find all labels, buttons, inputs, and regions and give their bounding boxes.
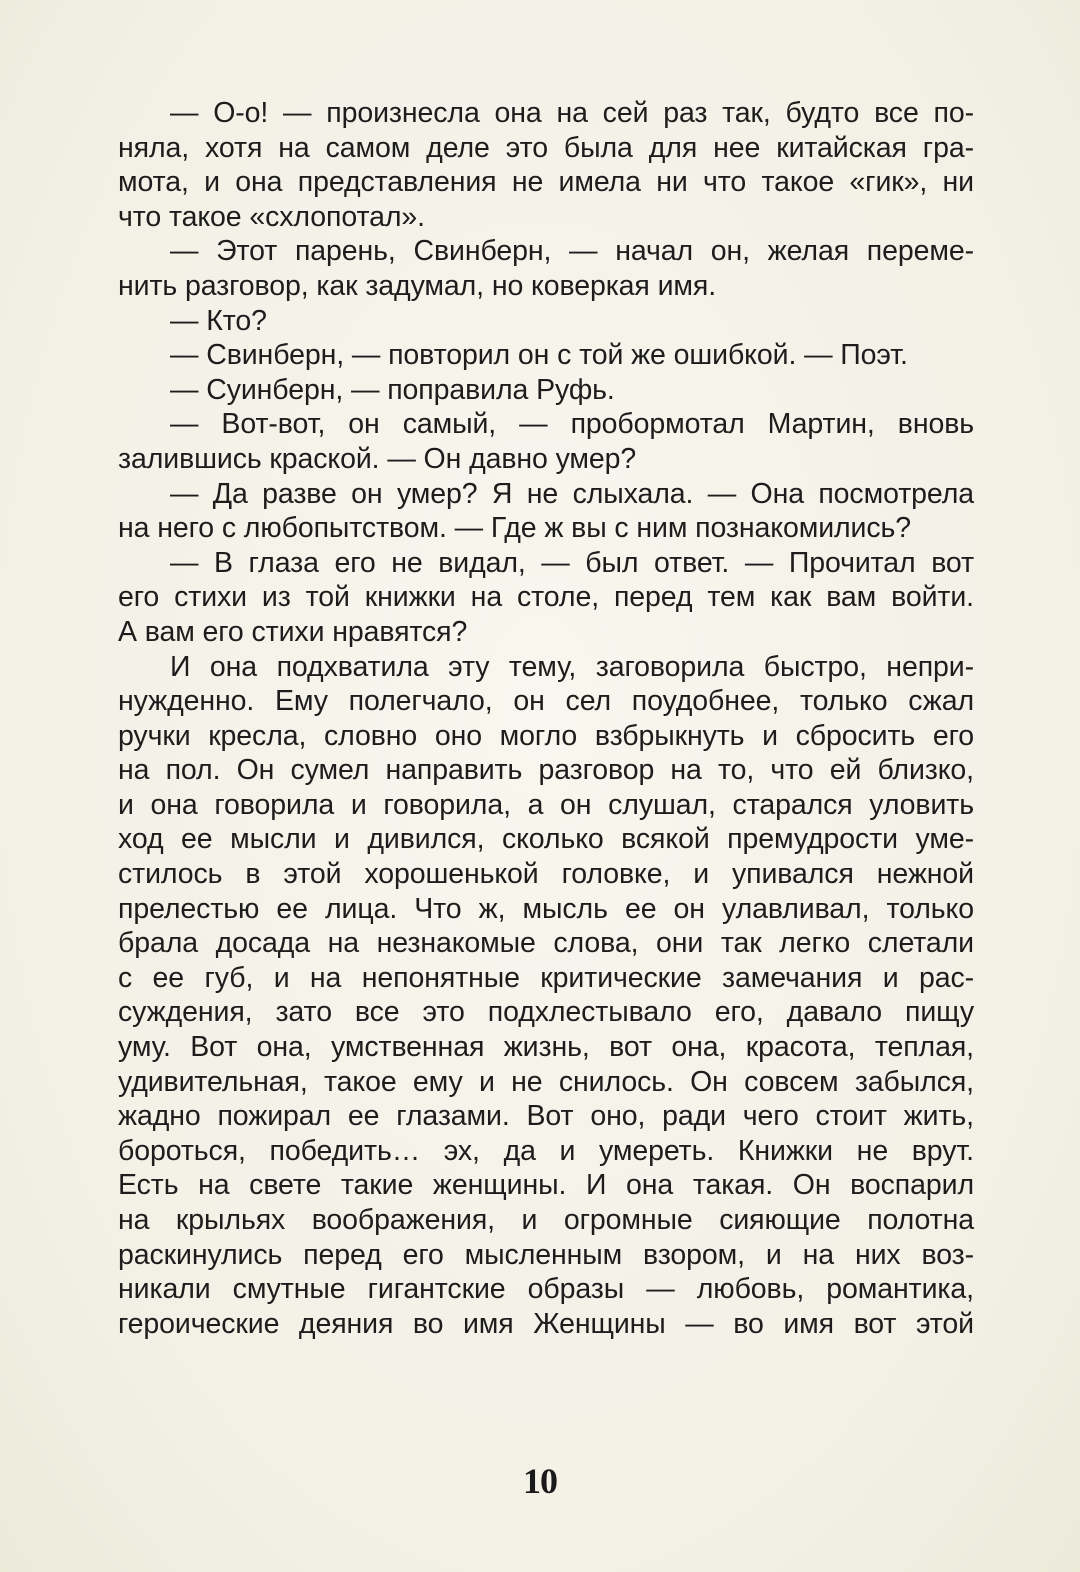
text-line: няла, хотя на самом деле это была для нее китайская гра- <box>118 131 974 164</box>
page-number: 10 <box>523 1461 557 1501</box>
text-line: на крыльях воображения, и огромные сияющие полотна <box>118 1204 974 1236</box>
text-line: нужденно. Ему полегчало, он сел поудобнее, только сжал <box>118 685 974 718</box>
text-line: — В глаза его не видал, — был ответ. — Прочитал вот <box>170 546 974 579</box>
text-line: залившись краской. — Он давно умер? <box>118 442 637 475</box>
text-line: его стихи из той книжки на столе, перед тем как вам войти. <box>118 581 974 614</box>
text-line: А вам его стихи нравятся? <box>118 615 468 648</box>
text-line: суждения, зато все это подхлестывало его, давало пищу <box>118 996 974 1029</box>
text-line: стилось в этой хорошенькой головке, и упивался нежной <box>118 858 974 891</box>
text-line: ход ее мысли и дивился, сколько всякой премудрости уме- <box>118 823 974 856</box>
text-line: на пол. Он сумел направить разговор на то, что ей близко, <box>118 754 974 787</box>
text-line: с ее губ, и на непонятные критические замечания и рас- <box>118 961 974 994</box>
text-line: раскинулись перед его мысленным взором, и на них воз- <box>118 1238 974 1271</box>
text-line: что такое «схлопотал». <box>118 200 425 233</box>
text-line: ручки кресла, словно оно могло взбрыкнуть и сбросить его <box>118 719 974 752</box>
text-line: — О-о! — произнесла она на сей раз так, будто все по- <box>170 97 974 129</box>
text-line: И она подхватила эту тему, заговорила быстро, непри- <box>170 650 974 683</box>
text-line: мота, и она представления не имела ни что такое «гик», ни <box>118 166 974 199</box>
text-line: — Да разве он умер? Я не слыхала. — Она посмотрела <box>170 477 974 510</box>
text-line: — Кто? <box>170 304 267 337</box>
text-line: брала досада на незнакомые слова, они так легко слетали <box>118 927 974 960</box>
text-line: на него с любопытством. — Где ж вы с ним познакомились? <box>118 512 912 545</box>
text-line: прелестью ее лица. Что ж, мысль ее он улавливал, только <box>118 892 974 925</box>
text-line: — Этот парень, Свинберн, — начал он, желая переме- <box>170 235 974 268</box>
text-line: Есть на свете такие женщины. И она такая. Он воспарил <box>118 1169 974 1202</box>
text-line: — Вот-вот, он самый, — пробормотал Мартин, вновь <box>170 408 974 441</box>
text-line: и она говорила и говорила, а он слушал, старался уловить <box>118 788 974 821</box>
text-line: никали смутные гигантские образы — любовь, романтика, <box>118 1273 974 1306</box>
text-line: — Свинберн, — повторил он с той же ошибкой. — Поэт. <box>170 339 908 372</box>
text-line: жадно пожирал ее глазами. Вот оно, ради чего стоит жить, <box>118 1100 974 1133</box>
body-text <box>118 96 974 1341</box>
text-line: героические деяния во имя Женщины — во имя вот этой <box>118 1307 974 1340</box>
text-line: нить разговор, как задумал, но коверкая имя. <box>118 269 717 302</box>
text-line: бороться, победить… эх, да и умереть. Книжки не врут. <box>118 1134 974 1167</box>
text-line: уму. Вот она, умственная жизнь, вот она, красота, теплая, <box>118 1031 974 1064</box>
text-line: удивительная, такое ему и не снилось. Он совсем забылся, <box>118 1065 974 1098</box>
text-line: — Суинберн, — поправила Руфь. <box>170 373 615 406</box>
